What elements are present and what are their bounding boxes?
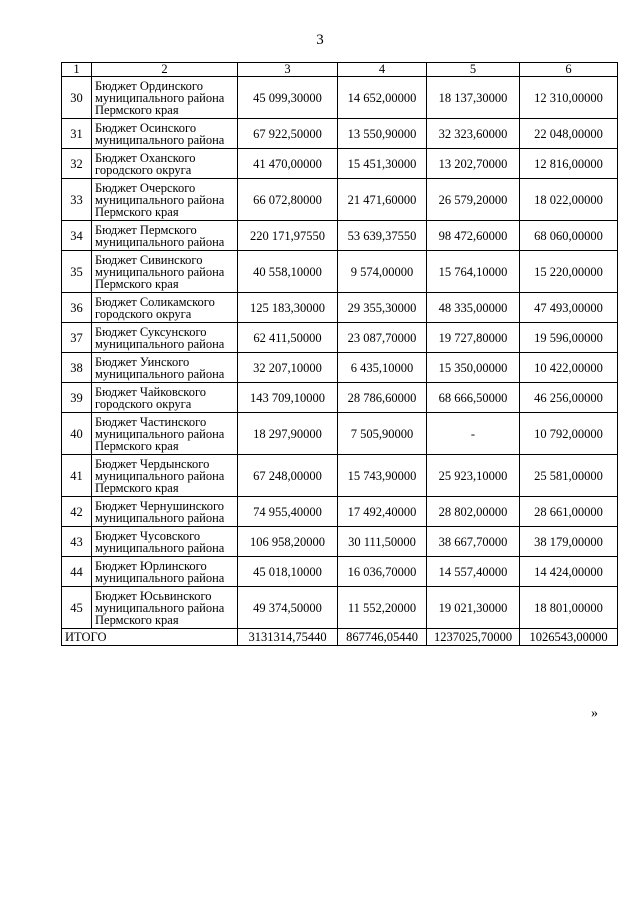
total-value-c6: 1026543,00000 xyxy=(520,629,618,646)
row-value-col3: 125 183,30000 xyxy=(238,293,338,323)
column-header: 4 xyxy=(338,63,427,77)
row-value-col4: 15 743,90000 xyxy=(338,455,427,497)
row-number: 38 xyxy=(62,353,92,383)
row-value-col5: 26 579,20000 xyxy=(427,179,520,221)
row-number: 31 xyxy=(62,119,92,149)
row-budget-name: Бюджет Юрлинского муниципального района xyxy=(92,557,238,587)
row-value-col4: 9 574,00000 xyxy=(338,251,427,293)
row-value-col6: 47 493,00000 xyxy=(520,293,618,323)
row-value-col3: 32 207,10000 xyxy=(238,353,338,383)
row-value-col4: 13 550,90000 xyxy=(338,119,427,149)
row-number: 33 xyxy=(62,179,92,221)
total-value-c5: 1237025,70000 xyxy=(427,629,520,646)
row-value-col4: 14 652,00000 xyxy=(338,77,427,119)
row-number: 41 xyxy=(62,455,92,497)
row-number: 39 xyxy=(62,383,92,413)
table-row xyxy=(62,251,618,293)
row-value-col6: 19 596,00000 xyxy=(520,323,618,353)
row-budget-name: Бюджет Юсьвинского муниципального района Пермского края xyxy=(92,587,238,629)
column-header: 2 xyxy=(92,63,238,77)
row-value-col3: 49 374,50000 xyxy=(238,587,338,629)
row-value-col3: 220 171,97550 xyxy=(238,221,338,251)
row-value-col4: 23 087,70000 xyxy=(338,323,427,353)
row-value-col5: - xyxy=(427,413,520,455)
row-number: 35 xyxy=(62,251,92,293)
row-budget-name: Бюджет Чердынского муниципального района Пермского края xyxy=(92,455,238,497)
row-value-col4: 7 505,90000 xyxy=(338,413,427,455)
row-value-col3: 67 248,00000 xyxy=(238,455,338,497)
row-budget-name: Бюджет Уинского муниципального района xyxy=(92,353,238,383)
table-row xyxy=(62,587,618,629)
row-value-col5: 15 350,00000 xyxy=(427,353,520,383)
total-label: ИТОГО xyxy=(62,629,238,646)
table-row xyxy=(62,149,618,179)
row-number: 40 xyxy=(62,413,92,455)
row-value-col6: 68 060,00000 xyxy=(520,221,618,251)
row-budget-name: Бюджет Суксунского муниципального района xyxy=(92,323,238,353)
row-value-col5: 14 557,40000 xyxy=(427,557,520,587)
row-value-col3: 40 558,10000 xyxy=(238,251,338,293)
table-header-row xyxy=(62,63,618,77)
page-number: 3 xyxy=(316,32,324,48)
row-value-col3: 18 297,90000 xyxy=(238,413,338,455)
closing-quote-mark: » xyxy=(591,706,598,721)
table-row xyxy=(62,497,618,527)
table-row xyxy=(62,77,618,119)
row-number: 36 xyxy=(62,293,92,323)
row-budget-name: Бюджет Оханского городского округа xyxy=(92,149,238,179)
row-number: 37 xyxy=(62,323,92,353)
row-budget-name: Бюджет Ординского муниципального района Пермского края xyxy=(92,77,238,119)
row-value-col5: 13 202,70000 xyxy=(427,149,520,179)
row-value-col5: 38 667,70000 xyxy=(427,527,520,557)
row-value-col4: 21 471,60000 xyxy=(338,179,427,221)
row-budget-name: Бюджет Осинского муниципального района xyxy=(92,119,238,149)
row-value-col5: 19 021,30000 xyxy=(427,587,520,629)
row-value-col5: 32 323,60000 xyxy=(427,119,520,149)
column-header: 5 xyxy=(427,63,520,77)
budget-allocation-table xyxy=(61,62,618,646)
row-value-col6: 18 801,00000 xyxy=(520,587,618,629)
row-value-col4: 17 492,40000 xyxy=(338,497,427,527)
row-value-col6: 28 661,00000 xyxy=(520,497,618,527)
row-value-col5: 28 802,00000 xyxy=(427,497,520,527)
row-budget-name: Бюджет Чайковского городского округа xyxy=(92,383,238,413)
row-number: 44 xyxy=(62,557,92,587)
row-value-col6: 14 424,00000 xyxy=(520,557,618,587)
table-row xyxy=(62,557,618,587)
row-budget-name: Бюджет Сивинского муниципального района Пермского края xyxy=(92,251,238,293)
column-header: 3 xyxy=(238,63,338,77)
row-value-col6: 10 422,00000 xyxy=(520,353,618,383)
row-value-col4: 30 111,50000 xyxy=(338,527,427,557)
row-value-col6: 25 581,00000 xyxy=(520,455,618,497)
table-row xyxy=(62,353,618,383)
row-value-col6: 46 256,00000 xyxy=(520,383,618,413)
row-value-col6: 18 022,00000 xyxy=(520,179,618,221)
row-value-col4: 29 355,30000 xyxy=(338,293,427,323)
row-value-col3: 41 470,00000 xyxy=(238,149,338,179)
table-row xyxy=(62,527,618,557)
row-value-col6: 12 310,00000 xyxy=(520,77,618,119)
row-number: 42 xyxy=(62,497,92,527)
row-value-col3: 143 709,10000 xyxy=(238,383,338,413)
row-budget-name: Бюджет Очерского муниципального района Пермского края xyxy=(92,179,238,221)
row-value-col3: 74 955,40000 xyxy=(238,497,338,527)
row-value-col5: 98 472,60000 xyxy=(427,221,520,251)
table-row xyxy=(62,119,618,149)
table-row xyxy=(62,179,618,221)
row-value-col3: 62 411,50000 xyxy=(238,323,338,353)
row-value-col5: 25 923,10000 xyxy=(427,455,520,497)
row-budget-name: Бюджет Пермского муниципального района xyxy=(92,221,238,251)
row-value-col6: 22 048,00000 xyxy=(520,119,618,149)
row-value-col6: 10 792,00000 xyxy=(520,413,618,455)
table-total-row xyxy=(62,629,618,646)
row-number: 30 xyxy=(62,77,92,119)
total-value-c4: 867746,05440 xyxy=(338,629,427,646)
row-value-col6: 38 179,00000 xyxy=(520,527,618,557)
row-budget-name: Бюджет Частинского муниципального района Пермского края xyxy=(92,413,238,455)
row-value-col5: 68 666,50000 xyxy=(427,383,520,413)
row-value-col3: 45 099,30000 xyxy=(238,77,338,119)
table-row xyxy=(62,383,618,413)
table-row xyxy=(62,323,618,353)
column-header: 6 xyxy=(520,63,618,77)
row-value-col3: 67 922,50000 xyxy=(238,119,338,149)
table-row xyxy=(62,221,618,251)
row-number: 45 xyxy=(62,587,92,629)
row-value-col5: 48 335,00000 xyxy=(427,293,520,323)
row-value-col5: 19 727,80000 xyxy=(427,323,520,353)
row-value-col4: 11 552,20000 xyxy=(338,587,427,629)
row-value-col4: 16 036,70000 xyxy=(338,557,427,587)
row-value-col6: 12 816,00000 xyxy=(520,149,618,179)
total-value-c3: 3131314,75440 xyxy=(238,629,338,646)
row-value-col3: 106 958,20000 xyxy=(238,527,338,557)
row-value-col3: 66 072,80000 xyxy=(238,179,338,221)
row-value-col4: 28 786,60000 xyxy=(338,383,427,413)
row-value-col4: 6 435,10000 xyxy=(338,353,427,383)
row-value-col4: 53 639,37550 xyxy=(338,221,427,251)
row-value-col5: 15 764,10000 xyxy=(427,251,520,293)
row-value-col4: 15 451,30000 xyxy=(338,149,427,179)
table-row xyxy=(62,455,618,497)
table-row xyxy=(62,413,618,455)
row-value-col6: 15 220,00000 xyxy=(520,251,618,293)
row-number: 43 xyxy=(62,527,92,557)
row-value-col3: 45 018,10000 xyxy=(238,557,338,587)
column-header: 1 xyxy=(62,63,92,77)
row-budget-name: Бюджет Чернушинского муниципального района xyxy=(92,497,238,527)
row-number: 34 xyxy=(62,221,92,251)
table-row xyxy=(62,293,618,323)
row-number: 32 xyxy=(62,149,92,179)
row-value-col5: 18 137,30000 xyxy=(427,77,520,119)
row-budget-name: Бюджет Чусовского муниципального района xyxy=(92,527,238,557)
row-budget-name: Бюджет Соликамского городского округа xyxy=(92,293,238,323)
